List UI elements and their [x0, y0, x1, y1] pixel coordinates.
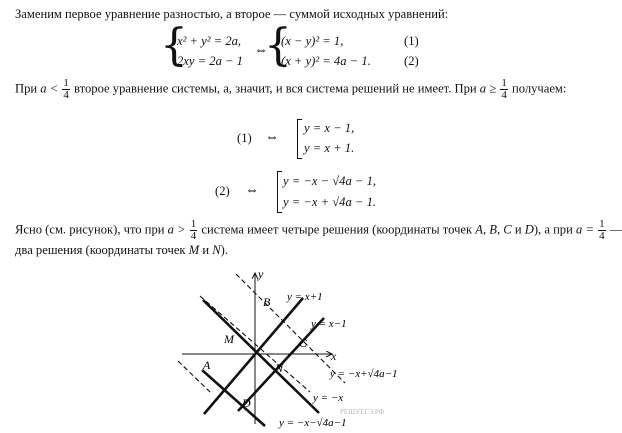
- para3-text-3: ), а при: [533, 222, 576, 237]
- para2-a-geq: a ≥: [479, 81, 497, 96]
- para2-text-1: При: [15, 81, 41, 96]
- point-c-label: C: [299, 336, 308, 350]
- point-a-label: A: [203, 358, 211, 372]
- fraction-numerator: 1: [190, 218, 197, 230]
- system-arrow: ⇔: [254, 43, 268, 58]
- label-y-neg-x-minus-sqrt: y = −x−√4a−1: [279, 417, 347, 429]
- eq1-line-2: y = x + 1.: [304, 141, 355, 155]
- para3-point-m: M: [188, 243, 200, 257]
- fraction-numerator: 1: [599, 218, 605, 230]
- eq1-label: (1): [237, 131, 252, 145]
- label-y-x-minus-1: y = x−1: [311, 318, 347, 330]
- watermark: РЕШУЕГЭ.РФ: [340, 408, 385, 416]
- para3-line2-text: два решения (координаты точек: [15, 243, 189, 257]
- eq2-label: (2): [215, 184, 230, 198]
- label-y-neg-x: y = −x: [313, 392, 344, 404]
- fraction-denominator: 4: [190, 230, 197, 242]
- point-m-label: M: [224, 332, 234, 346]
- point-n-label: N: [275, 361, 284, 375]
- point-b-label: B: [263, 295, 271, 309]
- para3-dash: —: [606, 222, 622, 237]
- equation-number-1: (1): [404, 34, 419, 48]
- eq1-line-1: y = x − 1,: [304, 121, 355, 135]
- para2-text-2: второе уравнение системы, а, значит, и вся система решений не имеет. При: [70, 81, 480, 96]
- intro-text: Заменим первое уравнение разностью, а второе — суммой исходных уравнений:: [15, 7, 449, 21]
- y-axis-label: y: [258, 267, 264, 281]
- para3-end: ).: [220, 243, 228, 257]
- eq2-arrow: ⇔: [245, 183, 259, 198]
- para3-text-1: Ясно (см. рисунок), что при: [15, 222, 168, 237]
- system-right-line-2: (x + y)² = 4a − 1.: [281, 54, 371, 68]
- left-brace: {: [160, 20, 188, 71]
- eq2-line-1: y = −x − √4a − 1,: [283, 174, 377, 188]
- label-y-x-plus-1: y = x+1: [287, 291, 323, 303]
- para3-point-d: D: [524, 222, 534, 237]
- right-brace: {: [264, 20, 292, 71]
- para3-and-2: и: [199, 243, 213, 257]
- system-left-line-2: 2xy = 2a − 1: [177, 54, 243, 68]
- para2-text-3: получаем:: [508, 81, 567, 96]
- para3-points: A, B, C: [475, 222, 512, 237]
- fraction-denominator: 4: [63, 89, 69, 101]
- system-left-line-1: x² + y² = 2a,: [177, 34, 242, 48]
- para3-text-2: система имеет четыре решения (координаты точек: [198, 222, 476, 237]
- para3-a-equal: a =: [576, 222, 594, 237]
- para3-point-n: N: [212, 243, 221, 257]
- eq1-arrow: ⇔: [265, 130, 279, 145]
- fraction-denominator: 4: [599, 230, 605, 242]
- x-axis-label: x: [331, 349, 337, 363]
- eq2-line-2: y = −x + √4a − 1.: [283, 195, 377, 209]
- para3-a-greater: a >: [167, 222, 186, 237]
- point-d-label: D: [242, 396, 251, 410]
- system-right-line-1: (x − y)² = 1,: [281, 34, 344, 48]
- fraction-denominator: 4: [501, 89, 507, 101]
- fraction-numerator: 1: [63, 77, 69, 89]
- fraction-numerator: 1: [501, 77, 507, 89]
- equation-number-2: (2): [404, 54, 419, 68]
- label-y-neg-x-plus-sqrt: y = −x+√4a−1: [330, 368, 398, 380]
- para2-a-less: a <: [40, 81, 59, 96]
- para3-and-1: и: [511, 222, 525, 237]
